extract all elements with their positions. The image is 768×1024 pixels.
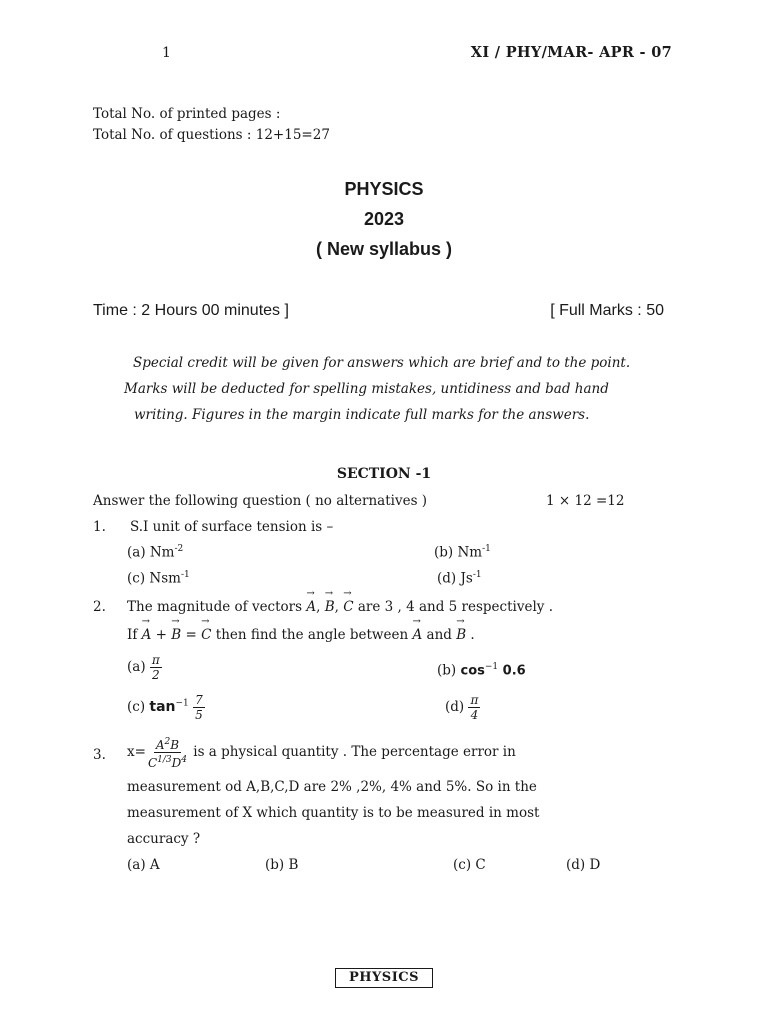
option-b: (b) $\cos^{-1} 0.6$ bbox=[437, 662, 526, 679]
option-a: (a) A bbox=[127, 857, 160, 873]
full-marks: [ Full Marks : 50 bbox=[550, 302, 664, 319]
question-text: The magnitude of vectors → A, → B, → C are 3 , 4 and 5 respectively . bbox=[127, 599, 553, 615]
subject-title: PHYSICS bbox=[344, 179, 424, 199]
option-d: (d) $Js^{-1}$ bbox=[437, 570, 482, 587]
section-marks: 1 × 12 =12 bbox=[546, 493, 625, 509]
question-text: S.I unit of surface tension is – bbox=[130, 519, 334, 535]
option-c: (c) C bbox=[453, 857, 486, 873]
footer-subject-box: PHYSICS bbox=[335, 968, 433, 988]
year-title: 2023 bbox=[363, 209, 405, 229]
question-text: If → A + → B = → C then find the angle between → A and → B . bbox=[127, 627, 475, 643]
instruction-line: writing. Figures in the margin indicate full marks for the answers. bbox=[134, 407, 590, 423]
question-text: measurement of X which quantity is to be measured in most bbox=[127, 805, 540, 821]
option-d: (d) $\frac{\pi}{4}$ bbox=[445, 693, 479, 722]
question-text: accuracy ? bbox=[127, 831, 201, 847]
option-d: (d) D bbox=[566, 857, 601, 873]
question-number: 3. bbox=[93, 747, 106, 763]
option-a: (a) $Nm^{-2}$ bbox=[127, 544, 184, 561]
question-text: x= $\frac{A^2B}{C^{1/3}D^4}$ is a physical quantity . The percentage error in bbox=[127, 737, 516, 770]
page-number: 1 bbox=[162, 45, 171, 61]
printed-pages-line: Total No. of printed pages : bbox=[93, 106, 281, 122]
instruction-line: Marks will be deducted for spelling mistakes, untidiness and bad hand bbox=[124, 381, 609, 397]
question-number: 1. bbox=[93, 519, 106, 535]
question-number: 2. bbox=[93, 599, 106, 615]
option-a: (a) $\frac{\pi}{2}$ bbox=[127, 653, 160, 682]
section-directive: Answer the following question ( no alternatives ) bbox=[93, 493, 428, 509]
time-allowed: Time : 2 Hours 00 minutes ] bbox=[93, 302, 289, 319]
option-c: (c) Nsm$^{-1}$ bbox=[127, 570, 190, 587]
paper-code: XI / PHY/MAR- APR - 07 bbox=[470, 44, 672, 61]
option-b: (b) B bbox=[265, 857, 299, 873]
syllabus-title: ( New syllabus ) bbox=[315, 239, 453, 259]
option-c: (c) $\tan^{-1}$ $\frac{7}{5}$ bbox=[127, 693, 203, 722]
option-b: (b) $Nm^{-1}$ bbox=[434, 544, 491, 561]
instruction-line: Special credit will be given for answers which are brief and to the point. bbox=[133, 355, 631, 371]
section-title: SECTION -1 bbox=[336, 466, 432, 482]
question-text: measurement od A,B,C,D are 2% ,2%, 4% and 5%. So in the bbox=[127, 779, 537, 795]
questions-count-line: Total No. of questions : 12+15=27 bbox=[93, 127, 330, 143]
